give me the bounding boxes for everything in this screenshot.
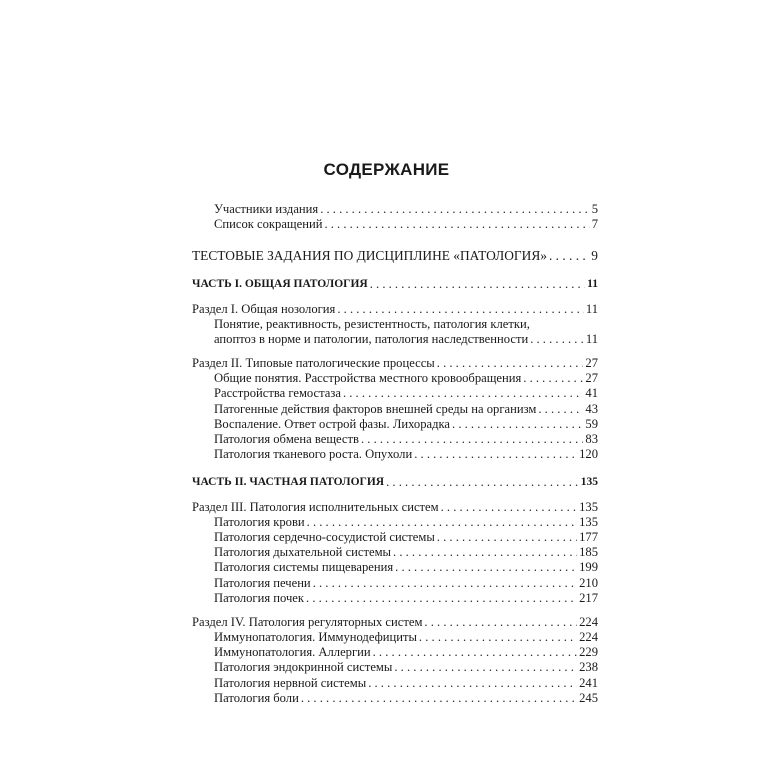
toc-entry-page: 7 — [591, 217, 598, 232]
toc-entry-label: Патология боли — [214, 690, 299, 705]
dot-leader — [370, 277, 585, 292]
toc-entry-label: Участники издания — [214, 201, 319, 216]
dot-leader — [394, 660, 577, 675]
toc-entry-label: Патология сердечно-сосудистой системы — [214, 529, 435, 544]
toc-entry-page: 135 — [580, 476, 598, 489]
toc-entry[interactable] — [192, 332, 598, 347]
toc-entry-contributors[interactable] — [192, 202, 598, 217]
dot-leader — [530, 332, 584, 347]
toc-entry-page: 224 — [579, 614, 598, 629]
toc-entry-label: ЧАСТЬ I. ОБЩАЯ ПАТОЛОГИЯ — [192, 278, 368, 291]
toc-entry[interactable] — [192, 645, 598, 660]
toc-entry-page: 135 — [579, 514, 598, 529]
toc-entry[interactable] — [192, 661, 598, 676]
dot-leader — [368, 676, 577, 691]
toc-entry-label: Патология нервной системы — [214, 675, 367, 690]
dot-leader — [452, 417, 583, 432]
toc-entry-page: 27 — [585, 356, 598, 371]
dot-leader — [523, 371, 583, 386]
toc-entry-page: 43 — [585, 401, 598, 416]
toc-entry[interactable] — [192, 676, 598, 691]
toc-entry-label: Раздел IV. Патология регуляторных систем — [192, 614, 423, 629]
toc-entry-label: Патогенные действия факторов внешней среды на организм — [214, 401, 537, 416]
dot-leader — [306, 591, 577, 606]
toc-entry[interactable] — [192, 545, 598, 560]
toc-entry-label: Патология системы пищеварения — [214, 560, 394, 575]
toc-entry-label: ТЕСТОВЫЕ ЗАДАНИЯ ПО ДИСЦИПЛИНЕ «ПАТОЛОГИЯ» — [192, 248, 547, 264]
toc-entry[interactable] — [192, 447, 598, 462]
toc-entry-page: 11 — [587, 278, 598, 291]
toc-entry-label: Иммунопатология. Иммунодефициты — [214, 630, 417, 645]
toc-entry-page: 217 — [579, 590, 598, 605]
toc-entry-label: Патология печени — [214, 575, 311, 590]
toc-entry-page: 120 — [579, 447, 598, 462]
toc-entry-label: Патология эндокринной системы — [214, 660, 393, 675]
toc-entry-line[interactable]: Понятие, реактивность, резистентность, патология клетки, — [214, 316, 530, 331]
toc-entry-page: 229 — [579, 645, 598, 660]
toc-entry-label: Патология дыхательной системы — [214, 545, 392, 560]
toc-entry-label: Воспаление. Ответ острой фазы. Лихорадка — [214, 416, 451, 431]
toc-entry[interactable] — [192, 417, 598, 432]
toc-entry[interactable] — [192, 371, 598, 386]
dot-leader — [301, 691, 577, 706]
toc-entry-label: Список сокращений — [214, 217, 323, 232]
toc-part-2[interactable] — [192, 475, 598, 490]
dot-leader — [313, 576, 577, 591]
toc-entry[interactable] — [192, 576, 598, 591]
toc-entry-abbreviations[interactable] — [192, 217, 598, 232]
page-title: СОДЕРЖАНИЕ — [323, 160, 450, 179]
toc-entry[interactable] — [192, 630, 598, 645]
dot-leader — [343, 386, 583, 401]
toc-entry-label: Иммунопатология. Аллергии — [214, 645, 371, 660]
toc-entry[interactable] — [192, 691, 598, 706]
toc-entry[interactable] — [192, 402, 598, 417]
toc-entry[interactable] — [192, 515, 598, 530]
toc-section-2[interactable] — [192, 356, 598, 371]
toc-entry-label: Раздел I. Общая нозология — [192, 301, 336, 316]
toc-main-heading[interactable] — [192, 247, 598, 264]
toc-section-1[interactable] — [192, 302, 598, 317]
toc-entry-label: ЧАСТЬ II. ЧАСТНАЯ ПАТОЛОГИЯ — [192, 476, 385, 489]
toc-entry-page: 185 — [579, 545, 598, 560]
toc-entry[interactable] — [192, 530, 598, 545]
dot-leader — [393, 545, 577, 560]
dot-leader — [320, 202, 590, 217]
toc-entry-label: Раздел II. Типовые патологические процессы — [192, 356, 435, 371]
toc-entry-page: 210 — [579, 575, 598, 590]
toc-section-4[interactable] — [192, 615, 598, 630]
dot-leader — [538, 402, 583, 417]
toc-entry-label: Расстройства гемостаза — [214, 386, 341, 401]
table-of-contents — [192, 200, 598, 706]
toc-entry-page: 83 — [585, 432, 598, 447]
dot-leader — [324, 217, 589, 232]
dot-leader — [441, 500, 577, 515]
toc-entry[interactable] — [192, 387, 598, 402]
toc-entry-label: Общие понятия. Расстройства местного кровообращения — [214, 371, 522, 386]
dot-leader — [414, 447, 577, 462]
toc-entry-page: 11 — [585, 331, 598, 346]
toc-entry-page: 135 — [579, 499, 598, 514]
toc-entry-label: Патология крови — [214, 514, 305, 529]
toc-entry-page: 11 — [585, 301, 598, 316]
dot-leader — [373, 645, 577, 660]
toc-entry-label: Патология обмена веществ — [214, 432, 359, 447]
dot-leader — [549, 247, 589, 264]
toc-entry-page: 241 — [579, 675, 598, 690]
dot-leader — [307, 515, 577, 530]
toc-entry-page: 245 — [579, 690, 598, 705]
toc-entry-page: 9 — [591, 248, 598, 264]
toc-entry[interactable] — [192, 432, 598, 447]
toc-entry-page: 27 — [585, 371, 598, 386]
toc-entry-label: Патология почек — [214, 590, 305, 605]
dot-leader — [424, 615, 577, 630]
toc-entry-label: Раздел III. Патология исполнительных систем — [192, 499, 439, 514]
toc-part-1[interactable] — [192, 277, 598, 292]
toc-entry-page: 41 — [585, 386, 598, 401]
dot-leader — [337, 302, 584, 317]
toc-entry-label: апоптоз в норме и патологии, патология наследственности — [214, 331, 529, 346]
dot-leader — [437, 356, 584, 371]
dot-leader — [419, 630, 577, 645]
dot-leader — [437, 530, 577, 545]
dot-leader — [395, 560, 577, 575]
toc-entry[interactable] — [192, 591, 598, 606]
toc-section-3[interactable] — [192, 500, 598, 515]
toc-entry-label: Патология тканевого роста. Опухоли — [214, 447, 413, 462]
toc-entry-page: 199 — [579, 560, 598, 575]
toc-entry-page: 224 — [579, 630, 598, 645]
dot-leader — [361, 432, 583, 447]
toc-entry[interactable] — [192, 560, 598, 575]
toc-entry-page: 177 — [579, 529, 598, 544]
dot-leader — [386, 475, 579, 490]
toc-entry-page: 238 — [579, 660, 598, 675]
toc-entry-page: 5 — [591, 201, 598, 216]
toc-entry-page: 59 — [585, 416, 598, 431]
